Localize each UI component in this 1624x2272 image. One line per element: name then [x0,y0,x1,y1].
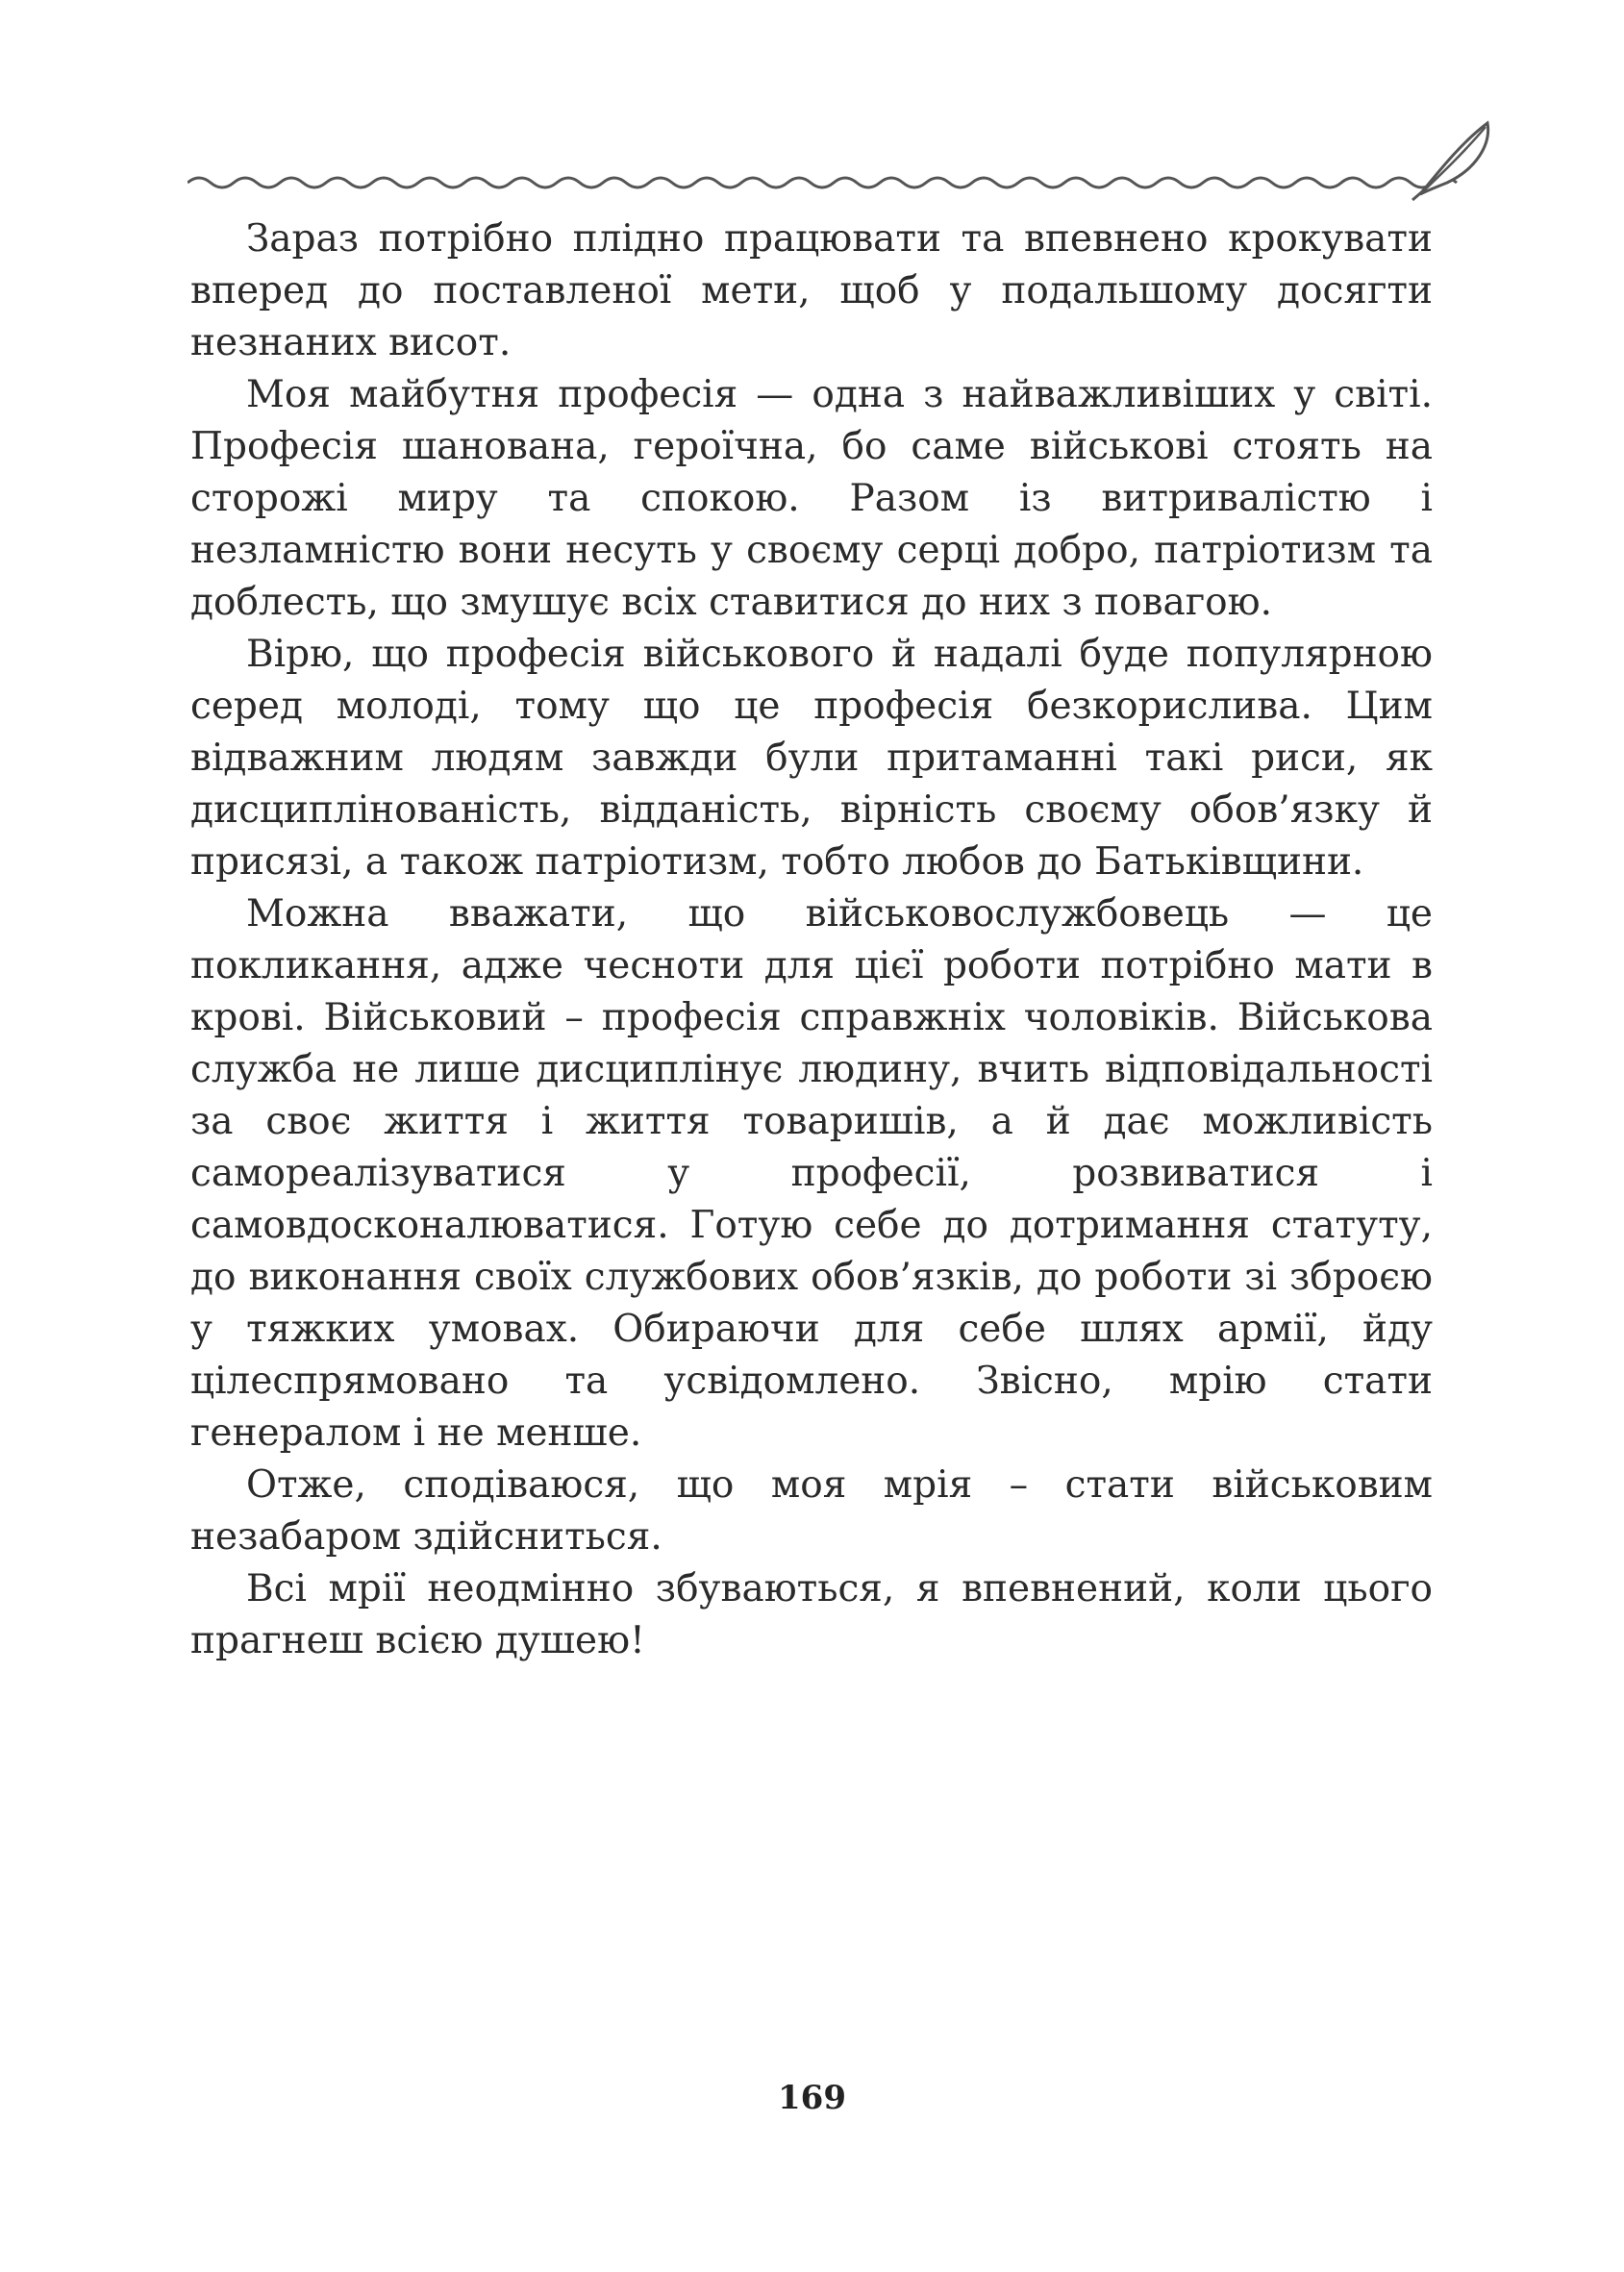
page-number: 169 [778,2079,846,2117]
paragraph-2: Моя майбутня професія — одна з найважливіших у світі. Професія шанована, героїчна, бо саме військові стоять на сторожі миру та спокою. Разом із витривалістю і незламністю вони несуть у своєму серці добро, патріотизм та доблесть, що змушує всіх ставитися до них з повагою. [190,373,1433,624]
wavy-line-with-feather-icon [187,115,1495,202]
paragraph-1: Зараз потрібно плідно працювати та впевнено крокувати вперед до поставленої мети, щоб у подальшому досягти незнаних висот. [190,217,1433,364]
paragraph-4: Можна вважати, що військовослужбовець — це покликання, адже чесноти для цієї роботи потрібно мати в крові. Військовий – професія справжніх чоловіків. Військова служба не лише дисциплінує людину, вчить відповідальності за своє життя і життя товаришів, а й дає можливість самореалізуватися у професії, розвиватися і самовдосконалюватися. Готую себе до дотримання статуту, до виконання своїх службових обов’язків, до роботи зі зброєю у тяжких умовах. Обираючи для себе шлях армії, йду цілеспрямовано та усвідомлено. Звісно, мрію стати генералом і не менше. [190,892,1433,1455]
article-body [190,213,1433,1667]
paragraph-3: Вірю, що професія військового й надалі буде популярною серед молоді, тому що це професія безкорислива. Цим відважним людям завжди були притаманні такі риси, як дисциплінованість, відданість, вірність своєму обов’язку й присязі, а також патріотизм, тобто любов до Батьківщини. [190,633,1433,884]
paragraph-6: Всі мрії неодмінно збуваються, я впевнений, коли цього прагнеш всією душею! [190,1567,1433,1662]
feather-icon [1412,123,1488,200]
paragraph-5: Отже, сподіваюся, що моя мрія – стати військовим незабаром здійсниться. [190,1463,1433,1559]
wavy-line [187,178,1457,187]
